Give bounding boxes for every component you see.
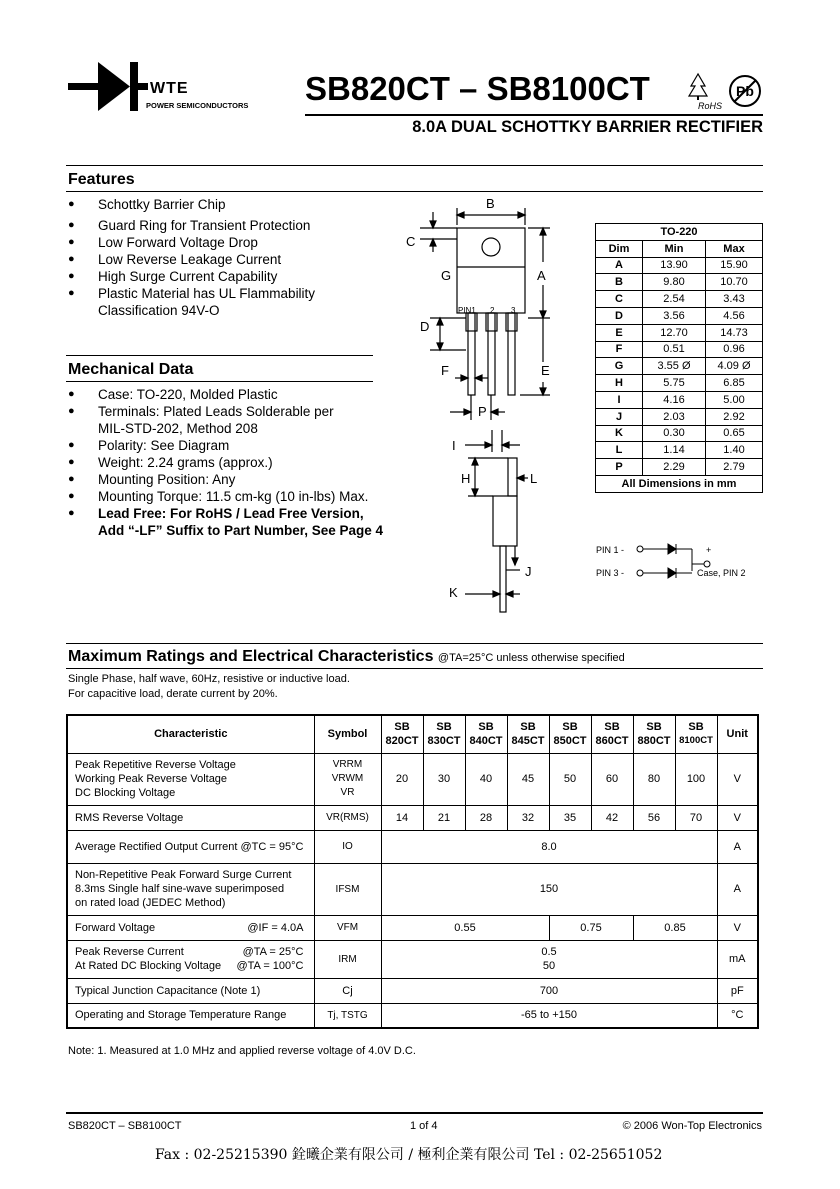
symbol-cell: Cj (314, 978, 381, 1003)
dim-max-cell: 3.43 (706, 291, 763, 308)
dim-min-cell: 5.75 (643, 375, 706, 392)
unit-cell: V (717, 753, 758, 805)
value-cell: 8.0 (381, 830, 717, 863)
mechanical-list (68, 386, 383, 539)
char-line (75, 959, 314, 973)
dim-row (596, 459, 763, 476)
list-item: ● Weight: 2.24 grams (approx.) (68, 454, 383, 471)
dim-label-f: F (441, 363, 449, 378)
symbol-cell: Tj, TSTG (314, 1003, 381, 1028)
value-cell: 0.85 (633, 915, 717, 940)
ratings-title (68, 648, 625, 666)
dim-label-k: K (449, 585, 458, 600)
char-line: DC Blocking Voltage (75, 787, 176, 799)
dim-row (596, 442, 763, 459)
dim-max-cell: 6.85 (706, 375, 763, 392)
table-row (67, 863, 758, 915)
dim-row (596, 291, 763, 308)
footer-part-range: SB820CT – SB8100CT (68, 1120, 182, 1132)
value-cell: 150 (381, 863, 717, 915)
part-suffix: 8100CT (679, 735, 713, 747)
rohs-tree-icon (688, 72, 724, 112)
dim-row (596, 358, 763, 375)
dim-min-cell: 2.29 (643, 459, 706, 476)
dim-label-c: C (406, 234, 416, 249)
symbol-line: VRWM (331, 773, 364, 784)
dim-min-cell: 2.03 (643, 408, 706, 425)
dim-min-cell: 0.51 (643, 341, 706, 358)
unit-cell: V (717, 915, 758, 940)
table-row (67, 753, 758, 805)
char-cell: Typical Junction Capacitance (Note 1) (67, 978, 314, 1003)
unit-cell: V (717, 805, 758, 830)
part-suffix: 860CT (595, 735, 629, 748)
part-suffix: 820CT (385, 735, 419, 748)
dim-label-e: E (541, 363, 550, 378)
list-item: ● Polarity: See Diagram (68, 437, 383, 454)
condition-line-2: For capacitive load, derate current by 20%. (68, 688, 278, 700)
dim-dim-cell: B (596, 274, 643, 291)
list-item: ● Lead Free: For RoHS / Lead Free Version, (68, 505, 383, 522)
value-cell: 30 (423, 753, 465, 805)
dim-table-body (596, 257, 763, 475)
dim-label-d: D (420, 319, 430, 334)
value-cell: 32 (507, 805, 549, 830)
part-header (591, 715, 633, 753)
char-line: Peak Repetitive Reverse Voltage (75, 759, 236, 771)
unit-cell: pF (717, 978, 758, 1003)
char-line: Non-Repetitive Peak Forward Surge Current (75, 869, 292, 881)
list-item: ● Terminals: Plated Leads Solderable per (68, 403, 383, 420)
symbol-header: Symbol (314, 715, 381, 753)
value-cell: 40 (465, 753, 507, 805)
part-prefix: SB (688, 721, 704, 734)
dim-dim-cell: A (596, 257, 643, 274)
dim-row (596, 425, 763, 442)
char-text: At Rated DC Blocking Voltage (75, 960, 222, 972)
char-cell (67, 863, 314, 915)
dim-label-j: J (525, 564, 532, 579)
package-drawing (400, 190, 580, 620)
value-cell: 70 (675, 805, 717, 830)
table-row (67, 805, 758, 830)
char-line: on rated load (JEDEC Method) (75, 897, 226, 909)
unit-cell: A (717, 830, 758, 863)
dim-dim-cell: E (596, 324, 643, 341)
dim-label-g: G (441, 268, 452, 283)
char-cell: Average Rectified Output Current @TC = 95°C (67, 830, 314, 863)
part-prefix: SB (646, 721, 662, 734)
part-header (465, 715, 507, 753)
dim-max-cell: 0.65 (706, 425, 763, 442)
pin3-label: 3 (511, 306, 516, 315)
dim-min-cell: 13.90 (643, 257, 706, 274)
value-cell (381, 940, 717, 978)
unit-header: Unit (717, 715, 758, 753)
list-item-continuation-text: MIL-STD-202, Method 208 (98, 421, 258, 436)
dim-label-i: I (452, 438, 456, 453)
dim-min-cell: 2.54 (643, 291, 706, 308)
part-header (423, 715, 465, 753)
dim-dim-cell: I (596, 391, 643, 408)
ratings-rule-top (66, 643, 763, 644)
part-prefix: SB (478, 721, 494, 734)
value-cell: 56 (633, 805, 675, 830)
value-cell: 100 (675, 753, 717, 805)
list-item: ● Schottky Barrier Chip (68, 196, 315, 213)
char-text: Peak Reverse Current (75, 946, 184, 958)
unit-cell: A (717, 863, 758, 915)
value-cell: 0.55 (381, 915, 549, 940)
dim-row (596, 391, 763, 408)
part-prefix: SB (520, 721, 536, 734)
characteristic-header: Characteristic (67, 715, 314, 753)
dim-label-b: B (486, 196, 495, 211)
rohs-label: RoHS (698, 101, 723, 111)
condition-text: @TA = 25°C (242, 946, 304, 958)
list-item-continuation (68, 302, 315, 319)
char-line: Working Peak Reverse Voltage (75, 773, 228, 785)
condition-text: @TA = 100°C (236, 960, 304, 972)
dim-label-l: L (530, 471, 538, 486)
footer-rule (66, 1112, 763, 1114)
dim-max-cell: 14.73 (706, 324, 763, 341)
dim-row (596, 307, 763, 324)
list-item-continuation (68, 420, 383, 437)
dim-max-cell: 4.09 Ø (706, 358, 763, 375)
part-prefix: SB (394, 721, 410, 734)
value-line: 0.5 (541, 946, 557, 958)
dim-row (596, 274, 763, 291)
dim-max-cell: 5.00 (706, 391, 763, 408)
list-item: ● Case: TO-220, Molded Plastic (68, 386, 383, 403)
dim-max-cell: 10.70 (706, 274, 763, 291)
part-prefix: SB (604, 721, 620, 734)
mechanical-rule-bottom (66, 381, 373, 382)
char-cell: Operating and Storage Temperature Range (67, 1003, 314, 1028)
pin2-label: 2 (490, 306, 495, 315)
table-row (67, 1003, 758, 1028)
condition-text: @IF = 4.0A (247, 921, 304, 934)
char-cell (67, 915, 314, 940)
part-title: SB820CT – SB8100CT (305, 70, 650, 107)
part-suffix: 845CT (511, 735, 545, 748)
dim-row (596, 408, 763, 425)
dim-row (596, 341, 763, 358)
dim-dim-cell: D (596, 307, 643, 324)
pin1-label: PIN1 (458, 306, 476, 315)
dimension-table (595, 223, 763, 493)
list-item: ● Low Forward Voltage Drop (68, 234, 315, 251)
symbol-line: VR (340, 787, 355, 798)
symbol-cell: IFSM (314, 863, 381, 915)
list-item: ● Plastic Material has UL Flammability (68, 285, 315, 302)
char-text: Forward Voltage (75, 921, 156, 934)
value-cell: 0.75 (549, 915, 633, 940)
table-header-row (67, 715, 758, 753)
list-item-continuation (68, 522, 383, 539)
symbol-cell: IRM (314, 940, 381, 978)
dim-label-a: A (537, 268, 546, 283)
pb-free-icon (728, 74, 762, 108)
dim-max-cell: 4.56 (706, 307, 763, 324)
symbol-cell (314, 753, 381, 805)
dim-min-cell: 9.80 (643, 274, 706, 291)
table-row (67, 978, 758, 1003)
dim-dim-cell: P (596, 459, 643, 476)
features-title: Features (68, 171, 135, 188)
dim-max-cell: 2.79 (706, 459, 763, 476)
part-suffix: 840CT (469, 735, 503, 748)
part-header (381, 715, 423, 753)
value-cell: 50 (549, 753, 591, 805)
dim-max-cell: 1.40 (706, 442, 763, 459)
list-item: ● Mounting Torque: 11.5 cm-kg (10 in-lbs) Max. (68, 488, 383, 505)
list-item: ● Low Reverse Leakage Current (68, 251, 315, 268)
symbol-cell: VFM (314, 915, 381, 940)
part-header (549, 715, 591, 753)
part-suffix: 850CT (553, 735, 587, 748)
ratings-condition: @TA=25°C unless otherwise specified (437, 652, 625, 664)
case-text: Case, PIN 2 (697, 568, 746, 578)
note-text: Note: 1. Measured at 1.0 MHz and applied reverse voltage of 4.0V D.C. (68, 1045, 416, 1057)
part-header (675, 715, 717, 753)
value-cell: 20 (381, 753, 423, 805)
value-line: 50 (542, 960, 556, 972)
dim-min-cell: 12.70 (643, 324, 706, 341)
dim-max-cell: 15.90 (706, 257, 763, 274)
table-row (67, 915, 758, 940)
footer-page-number: 1 of 4 (410, 1120, 438, 1132)
header-rule (305, 114, 763, 116)
mechanical-rule-top (66, 355, 373, 356)
char-cell (67, 753, 314, 805)
fax-contact-line: Fax : 02-25215390 銓曦企業有限公司 / 極利企業有限公司 Tel : 02-25651052 (155, 1147, 663, 1163)
dim-label-h: H (461, 471, 471, 486)
dim-dim-cell: K (596, 425, 643, 442)
dim-min-cell: 0.30 (643, 425, 706, 442)
logo-subtitle: POWER SEMICONDUCTORS (146, 101, 249, 110)
dim-min-cell: 4.16 (643, 391, 706, 408)
symbol-cell: VR(RMS) (314, 805, 381, 830)
list-item: ● High Surge Current Capability (68, 268, 315, 285)
pin1-text: PIN 1 - (596, 545, 625, 555)
dim-dim-cell: J (596, 408, 643, 425)
value-cell: 45 (507, 753, 549, 805)
dim-min-cell: 3.55 Ø (643, 358, 706, 375)
value-cell: -65 to +150 (381, 1003, 717, 1028)
pin3-text: PIN 3 - (596, 568, 625, 578)
table-row (67, 940, 758, 978)
dim-row (596, 257, 763, 274)
dim-dim-cell: L (596, 442, 643, 459)
value-cell: 28 (465, 805, 507, 830)
part-prefix: SB (436, 721, 452, 734)
logo-text: WTE (150, 80, 189, 97)
max-header: Max (706, 240, 763, 257)
list-item: ● Guard Ring for Transient Protection (68, 217, 315, 234)
dim-dim-cell: G (596, 358, 643, 375)
plus-text: + (706, 545, 712, 555)
dim-dim-cell: H (596, 375, 643, 392)
min-header: Min (643, 240, 706, 257)
dim-max-cell: 0.96 (706, 341, 763, 358)
dim-min-cell: 3.56 (643, 307, 706, 324)
dim-label-p: P (478, 404, 487, 419)
pb-label: Pb (736, 83, 754, 99)
part-header (633, 715, 675, 753)
list-item: ● Mounting Position: Any (68, 471, 383, 488)
features-rule-top (66, 165, 763, 166)
part-header (507, 715, 549, 753)
value-cell: 14 (381, 805, 423, 830)
value-cell: 42 (591, 805, 633, 830)
table-row (67, 830, 758, 863)
dim-min-cell: 1.14 (643, 442, 706, 459)
dim-table-title: TO-220 (596, 224, 763, 241)
condition-line-1: Single Phase, half wave, 60Hz, resistive or inductive load. (68, 673, 350, 685)
list-item-continuation-text: Add “-LF” Suffix to Part Number, See Page 4 (98, 523, 384, 538)
ratings-rule-bottom (66, 668, 763, 669)
footer-copyright: © 2006 Won-Top Electronics (622, 1120, 762, 1132)
mechanical-title: Mechanical Data (68, 361, 194, 378)
part-prefix: SB (562, 721, 578, 734)
dim-max-cell: 2.92 (706, 408, 763, 425)
dim-dim-cell: F (596, 341, 643, 358)
dim-dim-cell: C (596, 291, 643, 308)
list-item-continuation-text: Classification 94V-O (98, 303, 220, 318)
ratings-table (66, 714, 759, 1029)
char-cell (67, 940, 314, 978)
value-cell: 700 (381, 978, 717, 1003)
value-cell: 35 (549, 805, 591, 830)
part-suffix: 830CT (427, 735, 461, 748)
char-cell: RMS Reverse Voltage (67, 805, 314, 830)
char-line: 8.3ms Single half sine-wave superimposed (75, 883, 285, 895)
part-suffix: 880CT (637, 735, 671, 748)
ratings-title-text: Maximum Ratings and Electrical Characteristics (68, 648, 434, 665)
symbol-line: VRRM (332, 759, 363, 770)
char-line (75, 945, 314, 959)
dim-row (596, 324, 763, 341)
features-list (68, 196, 315, 319)
subtitle: 8.0A DUAL SCHOTTKY BARRIER RECTIFIER (412, 118, 763, 136)
value-cell: 60 (591, 753, 633, 805)
unit-cell: mA (717, 940, 758, 978)
symbol-cell: IO (314, 830, 381, 863)
value-cell: 80 (633, 753, 675, 805)
unit-cell: °C (717, 1003, 758, 1028)
dim-header: Dim (596, 240, 643, 257)
dim-row (596, 375, 763, 392)
dim-table-footer: All Dimensions in mm (596, 475, 763, 492)
value-cell: 21 (423, 805, 465, 830)
